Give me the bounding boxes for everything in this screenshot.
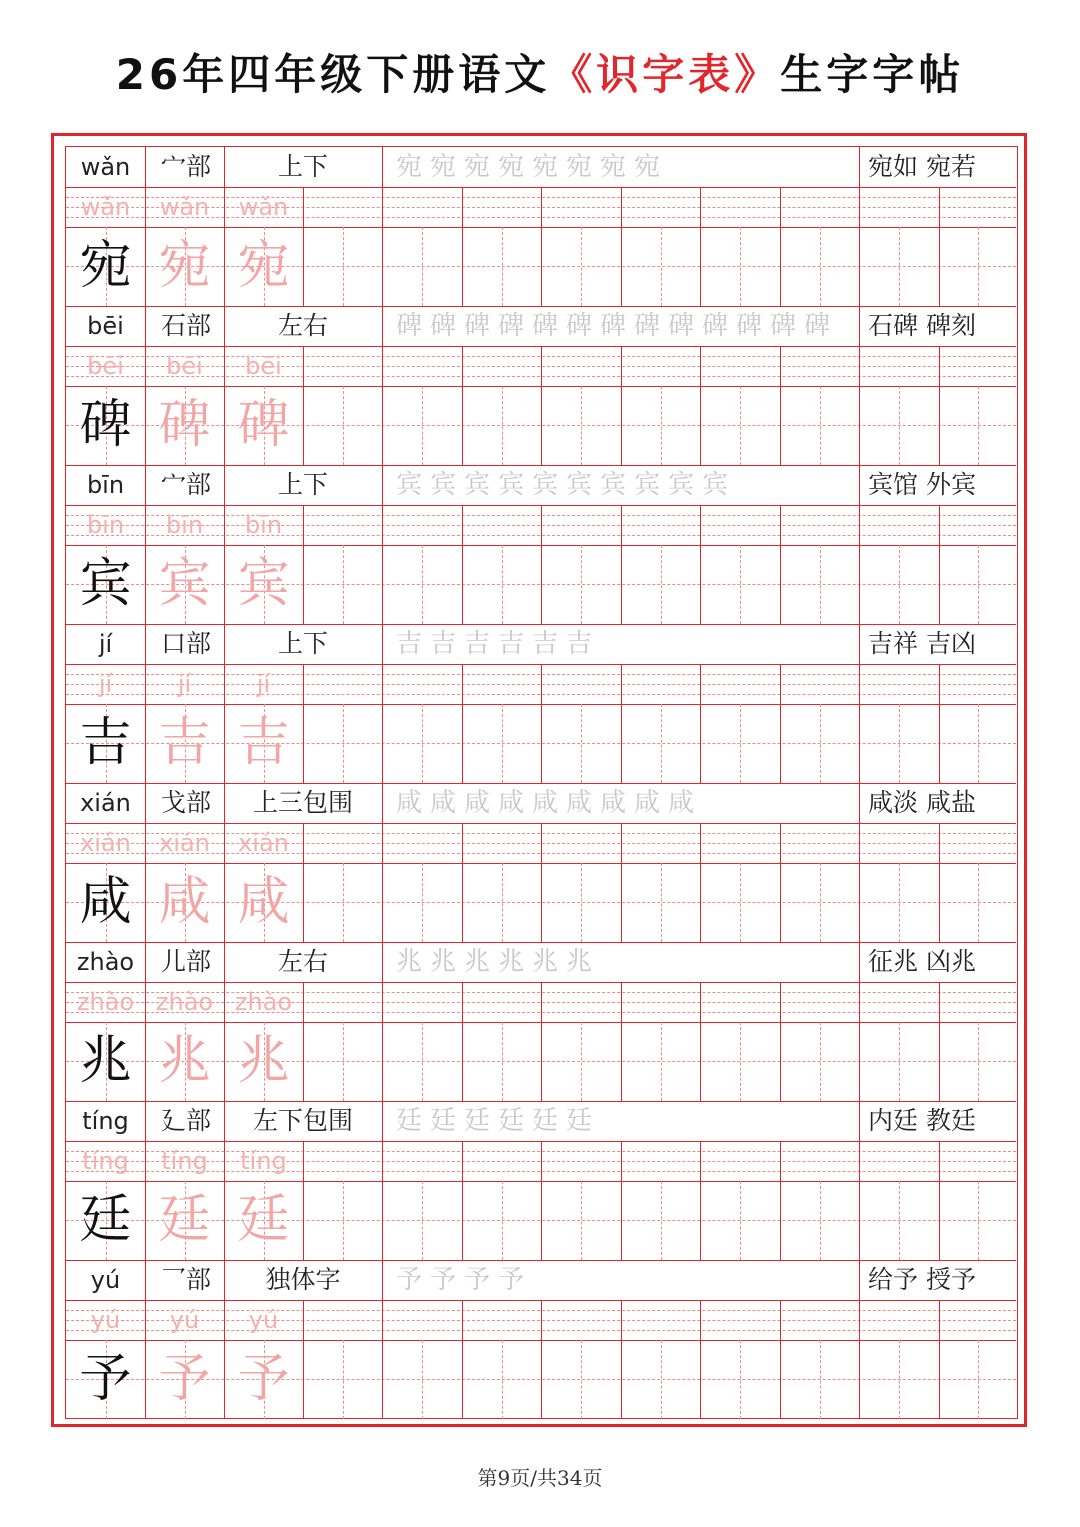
tian-guide-line bbox=[820, 1022, 821, 1101]
grid-line bbox=[939, 982, 940, 1101]
trace-character: 咸 bbox=[158, 872, 211, 932]
grid-line bbox=[303, 982, 304, 1101]
trace-character: 廷 bbox=[237, 1190, 290, 1250]
tian-guide-line bbox=[422, 704, 423, 783]
tian-guide-line bbox=[899, 545, 900, 624]
grid-line bbox=[621, 823, 622, 942]
pinyin-label: bēi bbox=[87, 312, 124, 340]
grid-line bbox=[621, 1141, 622, 1260]
model-character: 宾 bbox=[79, 554, 132, 614]
grid-line bbox=[382, 664, 383, 783]
grid-line bbox=[382, 783, 383, 823]
grid-line bbox=[145, 624, 146, 664]
tian-guide-line bbox=[820, 1340, 821, 1419]
pinyin-label: bīn bbox=[86, 471, 125, 499]
model-character: 兆 bbox=[79, 1031, 132, 1091]
tian-guide-line bbox=[820, 704, 821, 783]
grid-line bbox=[541, 1141, 542, 1260]
tian-guide-line bbox=[899, 704, 900, 783]
grid-line bbox=[780, 1141, 781, 1260]
grid-line bbox=[700, 823, 701, 942]
tian-guide-line bbox=[422, 386, 423, 465]
grid-line bbox=[382, 306, 383, 346]
tian-guide-line bbox=[978, 1181, 979, 1260]
grid-line bbox=[382, 942, 383, 982]
model-character: 咸 bbox=[79, 872, 132, 932]
pinyin-label: tíng bbox=[82, 1107, 129, 1135]
grid-line bbox=[859, 1101, 860, 1141]
pinyin-trace: bēi bbox=[87, 352, 124, 380]
radical-label: 宀部 bbox=[161, 152, 212, 181]
character-block bbox=[66, 306, 1016, 465]
tian-guide-line bbox=[740, 863, 741, 942]
grid-line bbox=[541, 823, 542, 942]
stroke-order-sequence: 宾宾宾宾宾宾宾宾宾宾 bbox=[396, 470, 737, 500]
tian-guide-line bbox=[422, 1022, 423, 1101]
page-title bbox=[0, 42, 1080, 102]
tian-guide-line bbox=[740, 386, 741, 465]
pinyin-trace: bīn bbox=[244, 511, 283, 539]
grid-line bbox=[462, 1300, 463, 1419]
grid-line bbox=[939, 346, 940, 465]
grid-line bbox=[541, 982, 542, 1101]
grid-line bbox=[700, 1300, 701, 1419]
stroke-order-sequence: 兆兆兆兆兆兆 bbox=[396, 947, 601, 977]
grid-line bbox=[303, 346, 304, 465]
tian-guide-line bbox=[502, 545, 503, 624]
grid-line bbox=[382, 1101, 383, 1141]
practice-grid bbox=[65, 146, 1018, 1419]
example-words: 咸淡 咸盐 bbox=[868, 788, 976, 817]
example-words: 内廷 教廷 bbox=[868, 1106, 976, 1135]
title-prefix: 26年四年级下册语文 bbox=[115, 50, 551, 99]
character-block bbox=[66, 1260, 1016, 1419]
grid-line bbox=[621, 1300, 622, 1419]
grid-line bbox=[462, 187, 463, 306]
pinyin-trace: wǎn bbox=[238, 193, 289, 221]
grid-line bbox=[700, 187, 701, 306]
grid-line bbox=[700, 664, 701, 783]
grid-line bbox=[462, 982, 463, 1101]
grid-line bbox=[939, 505, 940, 624]
grid-line bbox=[859, 1300, 860, 1419]
tian-guide-line bbox=[978, 545, 979, 624]
grid-line bbox=[859, 982, 860, 1101]
radical-label: 廴部 bbox=[161, 1106, 212, 1135]
tian-guide-line bbox=[422, 545, 423, 624]
grid-line bbox=[462, 346, 463, 465]
structure-label: 左右 bbox=[277, 311, 328, 340]
tian-guide-line bbox=[661, 863, 662, 942]
model-character: 吉 bbox=[79, 713, 132, 773]
tian-guide-line bbox=[422, 1340, 423, 1419]
grid-line bbox=[145, 306, 146, 346]
tian-guide-line bbox=[581, 1340, 582, 1419]
grid-line bbox=[541, 505, 542, 624]
grid-line bbox=[859, 187, 860, 306]
tian-guide-line bbox=[502, 1181, 503, 1260]
grid-line bbox=[382, 982, 383, 1101]
grid-line bbox=[859, 147, 860, 187]
example-words: 给予 授予 bbox=[868, 1265, 976, 1294]
grid-line bbox=[780, 664, 781, 783]
pinyin-trace: tíng bbox=[161, 1147, 208, 1175]
grid-line bbox=[382, 505, 383, 624]
grid-line bbox=[939, 187, 940, 306]
title-accent: 《识字表》 bbox=[550, 50, 781, 99]
tian-guide-line bbox=[978, 386, 979, 465]
character-block bbox=[66, 147, 1016, 306]
grid-line bbox=[621, 187, 622, 306]
pinyin-trace: xián bbox=[238, 829, 289, 857]
tian-guide-line bbox=[820, 386, 821, 465]
grid-line bbox=[859, 306, 860, 346]
tian-guide-line bbox=[899, 1022, 900, 1101]
trace-character: 宾 bbox=[158, 554, 211, 614]
grid-line bbox=[621, 982, 622, 1101]
grid-line bbox=[541, 346, 542, 465]
tian-guide-line bbox=[661, 704, 662, 783]
character-block bbox=[66, 783, 1016, 942]
grid-line bbox=[939, 1141, 940, 1260]
pinyin-trace: jí bbox=[256, 670, 271, 698]
tian-guide-line bbox=[343, 227, 344, 306]
grid-line bbox=[145, 147, 146, 187]
grid-line bbox=[303, 505, 304, 624]
pinyin-label: jí bbox=[98, 630, 113, 658]
grid-line bbox=[859, 624, 860, 664]
grid-line bbox=[541, 664, 542, 783]
grid-line bbox=[462, 1141, 463, 1260]
trace-character: 予 bbox=[237, 1349, 290, 1409]
structure-label: 上三包围 bbox=[252, 788, 353, 817]
tian-guide-line bbox=[581, 1181, 582, 1260]
grid-line bbox=[145, 465, 146, 505]
grid-line bbox=[462, 823, 463, 942]
grid-line bbox=[859, 465, 860, 505]
grid-line bbox=[303, 187, 304, 306]
trace-character: 兆 bbox=[237, 1031, 290, 1091]
grid-line bbox=[939, 1300, 940, 1419]
structure-label: 上下 bbox=[277, 629, 328, 658]
model-character: 宛 bbox=[79, 236, 132, 296]
character-block bbox=[66, 942, 1016, 1101]
tian-guide-line bbox=[502, 227, 503, 306]
tian-guide-line bbox=[502, 1340, 503, 1419]
structure-label: 左下包围 bbox=[252, 1106, 353, 1135]
tian-guide-line bbox=[899, 227, 900, 306]
grid-line bbox=[859, 505, 860, 624]
grid-line bbox=[859, 1260, 860, 1300]
pinyin-label: zhào bbox=[76, 948, 135, 976]
pinyin-label: yú bbox=[90, 1266, 121, 1294]
grid-line bbox=[382, 1141, 383, 1260]
grid-line bbox=[145, 1101, 146, 1141]
grid-line bbox=[939, 823, 940, 942]
tian-guide-line bbox=[422, 227, 423, 306]
tian-guide-line bbox=[502, 1022, 503, 1101]
example-words: 石碑 碑刻 bbox=[868, 311, 976, 340]
tian-guide-line bbox=[899, 1181, 900, 1260]
grid-line bbox=[859, 346, 860, 465]
tian-guide-line bbox=[343, 1340, 344, 1419]
trace-character: 碑 bbox=[237, 395, 290, 455]
structure-label: 上下 bbox=[277, 152, 328, 181]
tian-guide-line bbox=[581, 863, 582, 942]
tian-guide-line bbox=[978, 863, 979, 942]
tian-guide-line bbox=[502, 386, 503, 465]
character-block bbox=[66, 465, 1016, 624]
tian-guide-line bbox=[343, 1022, 344, 1101]
grid-line bbox=[382, 624, 383, 664]
tian-guide-line bbox=[343, 386, 344, 465]
pinyin-trace: bīn bbox=[86, 511, 125, 539]
grid-line bbox=[303, 823, 304, 942]
tian-guide-line bbox=[820, 863, 821, 942]
tian-guide-line bbox=[661, 227, 662, 306]
grid-line bbox=[382, 465, 383, 505]
pinyin-trace: xián bbox=[159, 829, 210, 857]
tian-guide-line bbox=[820, 1181, 821, 1260]
grid-line bbox=[303, 664, 304, 783]
trace-character: 宛 bbox=[237, 236, 290, 296]
tian-guide-line bbox=[740, 1181, 741, 1260]
trace-character: 予 bbox=[158, 1349, 211, 1409]
pinyin-trace: tíng bbox=[240, 1147, 287, 1175]
tian-guide-line bbox=[502, 863, 503, 942]
grid-line bbox=[145, 783, 146, 823]
tian-guide-line bbox=[740, 1340, 741, 1419]
pinyin-trace: yú bbox=[90, 1306, 121, 1334]
trace-character: 兆 bbox=[158, 1031, 211, 1091]
grid-line bbox=[939, 664, 940, 783]
radical-label: 石部 bbox=[161, 311, 212, 340]
tian-guide-line bbox=[661, 386, 662, 465]
pinyin-label: wǎn bbox=[80, 153, 131, 181]
grid-line bbox=[700, 346, 701, 465]
grid-line bbox=[780, 1300, 781, 1419]
grid-line bbox=[382, 1260, 383, 1300]
radical-label: 乛部 bbox=[161, 1265, 212, 1294]
grid-line bbox=[621, 664, 622, 783]
tian-guide-line bbox=[422, 863, 423, 942]
title-suffix: 生字字帖 bbox=[780, 50, 965, 99]
tian-guide-line bbox=[343, 704, 344, 783]
tian-guide-line bbox=[661, 1022, 662, 1101]
grid-line bbox=[780, 187, 781, 306]
grid-line bbox=[780, 505, 781, 624]
tian-guide-line bbox=[661, 1340, 662, 1419]
tian-guide-line bbox=[740, 545, 741, 624]
grid-line bbox=[145, 1260, 146, 1300]
grid-line bbox=[780, 346, 781, 465]
stroke-order-sequence: 廷廷廷廷廷廷 bbox=[396, 1106, 601, 1136]
trace-character: 咸 bbox=[237, 872, 290, 932]
stroke-order-sequence: 吉吉吉吉吉吉 bbox=[396, 629, 601, 659]
pinyin-trace: tíng bbox=[82, 1147, 129, 1175]
tian-guide-line bbox=[820, 545, 821, 624]
grid-line bbox=[303, 1141, 304, 1260]
tian-guide-line bbox=[581, 1022, 582, 1101]
tian-guide-line bbox=[343, 863, 344, 942]
example-words: 宾馆 外宾 bbox=[868, 470, 976, 499]
pinyin-trace: bēi bbox=[245, 352, 282, 380]
trace-character: 吉 bbox=[158, 713, 211, 773]
page-number: 第9页/共34页 bbox=[477, 1466, 603, 1490]
grid-line bbox=[859, 1141, 860, 1260]
tian-guide-line bbox=[502, 704, 503, 783]
pinyin-trace: xián bbox=[80, 829, 131, 857]
pinyin-trace: bēi bbox=[166, 352, 203, 380]
grid-line bbox=[382, 346, 383, 465]
model-character: 廷 bbox=[79, 1190, 132, 1250]
grid-line bbox=[462, 664, 463, 783]
tian-guide-line bbox=[820, 227, 821, 306]
tian-guide-line bbox=[899, 1340, 900, 1419]
tian-guide-line bbox=[343, 1181, 344, 1260]
grid-line bbox=[859, 664, 860, 783]
tian-guide-line bbox=[343, 545, 344, 624]
trace-character: 吉 bbox=[237, 713, 290, 773]
trace-character: 廷 bbox=[158, 1190, 211, 1250]
grid-line bbox=[541, 1300, 542, 1419]
tian-guide-line bbox=[899, 863, 900, 942]
pinyin-trace: zhào bbox=[76, 988, 135, 1016]
radical-label: 儿部 bbox=[161, 947, 212, 976]
tian-guide-line bbox=[978, 1340, 979, 1419]
radical-label: 口部 bbox=[161, 629, 212, 658]
character-block bbox=[66, 624, 1016, 783]
tian-guide-line bbox=[740, 1022, 741, 1101]
structure-label: 上下 bbox=[277, 470, 328, 499]
tian-guide-line bbox=[581, 227, 582, 306]
grid-line bbox=[859, 823, 860, 942]
pinyin-trace: wǎn bbox=[80, 193, 131, 221]
stroke-order-sequence: 宛宛宛宛宛宛宛宛 bbox=[396, 152, 669, 182]
pinyin-trace: jí bbox=[177, 670, 192, 698]
pinyin-trace: yú bbox=[169, 1306, 200, 1334]
tian-guide-line bbox=[899, 386, 900, 465]
grid-line bbox=[382, 823, 383, 942]
tian-guide-line bbox=[978, 1022, 979, 1101]
tian-guide-line bbox=[661, 545, 662, 624]
grid-line bbox=[859, 942, 860, 982]
radical-label: 宀部 bbox=[161, 470, 212, 499]
model-character: 碑 bbox=[79, 395, 132, 455]
pinyin-trace: zhào bbox=[234, 988, 293, 1016]
grid-line bbox=[780, 982, 781, 1101]
example-words: 征兆 凶兆 bbox=[868, 947, 976, 976]
tian-guide-line bbox=[581, 704, 582, 783]
grid-line bbox=[303, 1300, 304, 1419]
grid-line bbox=[700, 1141, 701, 1260]
stroke-order-sequence: 咸咸咸咸咸咸咸咸咸 bbox=[396, 788, 703, 818]
trace-character: 宾 bbox=[237, 554, 290, 614]
tian-guide-line bbox=[978, 227, 979, 306]
structure-label: 左右 bbox=[277, 947, 328, 976]
model-character: 予 bbox=[79, 1349, 132, 1409]
character-block bbox=[66, 1101, 1016, 1260]
grid-line bbox=[621, 346, 622, 465]
tian-guide-line bbox=[740, 227, 741, 306]
grid-line bbox=[145, 942, 146, 982]
pinyin-label: xián bbox=[80, 789, 131, 817]
grid-line bbox=[700, 982, 701, 1101]
radical-label: 戈部 bbox=[161, 788, 212, 817]
tian-guide-line bbox=[581, 386, 582, 465]
grid-line bbox=[859, 783, 860, 823]
grid-line bbox=[462, 505, 463, 624]
grid-line bbox=[382, 1300, 383, 1419]
tian-guide-line bbox=[740, 704, 741, 783]
pinyin-trace: zhào bbox=[155, 988, 214, 1016]
structure-label: 独体字 bbox=[265, 1265, 341, 1294]
pinyin-trace: wǎn bbox=[159, 193, 210, 221]
pinyin-trace: bīn bbox=[165, 511, 204, 539]
example-words: 宛如 宛若 bbox=[868, 152, 976, 181]
pinyin-trace: jí bbox=[98, 670, 113, 698]
grid-line bbox=[541, 187, 542, 306]
grid-line bbox=[621, 505, 622, 624]
grid-line bbox=[382, 147, 383, 187]
grid-line bbox=[780, 823, 781, 942]
grid-line bbox=[382, 187, 383, 306]
stroke-order-sequence: 予予予予 bbox=[396, 1265, 533, 1295]
stroke-order-sequence: 碑碑碑碑碑碑碑碑碑碑碑碑碑 bbox=[396, 311, 839, 341]
tian-guide-line bbox=[422, 1181, 423, 1260]
tian-guide-line bbox=[661, 1181, 662, 1260]
trace-character: 宛 bbox=[158, 236, 211, 296]
tian-guide-line bbox=[978, 704, 979, 783]
grid-line bbox=[700, 505, 701, 624]
example-words: 吉祥 吉凶 bbox=[868, 629, 976, 658]
tian-guide-line bbox=[581, 545, 582, 624]
trace-character: 碑 bbox=[158, 395, 211, 455]
pinyin-trace: yú bbox=[248, 1306, 279, 1334]
